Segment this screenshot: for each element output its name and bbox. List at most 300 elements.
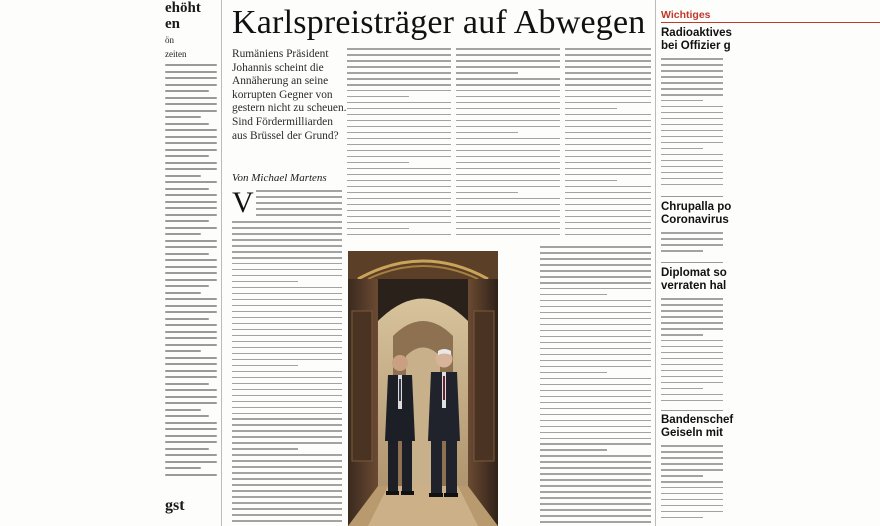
text-line — [347, 126, 451, 128]
text-line — [661, 64, 723, 66]
text-line — [165, 110, 217, 112]
text-line — [565, 150, 651, 152]
sidebar-story-4-headline-1: Bandenschef — [661, 414, 734, 426]
sidebar-story-1-headline-1: Radioaktives — [661, 27, 732, 39]
sidebar-story-2-headline-1: Chrupalla po — [661, 201, 732, 213]
text-line — [347, 222, 451, 224]
text-line — [661, 184, 723, 186]
text-line — [165, 467, 201, 469]
text-line — [232, 221, 342, 223]
text-line — [661, 106, 723, 108]
sidebar-story-3-headline-1: Diplomat so — [661, 267, 727, 279]
text-line — [165, 389, 217, 391]
text-line — [165, 188, 209, 190]
text-line — [540, 432, 651, 434]
text-line — [347, 48, 451, 50]
text-line — [165, 441, 217, 443]
text-line — [232, 353, 342, 355]
text-line — [661, 457, 723, 459]
text-line — [565, 108, 617, 110]
text-line — [165, 123, 209, 125]
text-line — [232, 245, 342, 247]
text-line — [347, 174, 451, 176]
text-line — [540, 252, 651, 254]
text-line — [540, 455, 651, 457]
text-line — [165, 324, 217, 326]
text-line — [565, 234, 651, 236]
text-line — [165, 318, 209, 320]
text-line — [540, 336, 651, 338]
text-line — [232, 341, 342, 343]
text-line — [232, 275, 342, 277]
text-line — [540, 360, 651, 362]
text-line — [661, 118, 723, 120]
text-line — [565, 216, 651, 218]
text-line — [565, 66, 651, 68]
sidebar-label-rule — [661, 22, 880, 23]
text-line — [540, 402, 651, 404]
text-line — [540, 497, 651, 499]
text-line — [347, 150, 451, 152]
text-line — [661, 142, 723, 144]
text-line — [456, 234, 560, 236]
text-line — [661, 475, 703, 477]
text-line — [347, 138, 451, 140]
text-line — [232, 514, 342, 516]
text-line — [661, 88, 723, 90]
text-line — [456, 228, 560, 230]
text-line — [565, 114, 651, 116]
text-line — [565, 54, 651, 56]
text-line — [540, 342, 651, 344]
text-line — [456, 162, 560, 164]
left-article-bottom-word: gst — [165, 497, 185, 514]
text-line — [661, 100, 703, 102]
text-line — [661, 148, 703, 150]
text-line — [165, 64, 217, 66]
text-line — [565, 210, 651, 212]
text-line — [456, 66, 560, 68]
text-line — [347, 156, 451, 158]
text-line — [456, 174, 560, 176]
text-line — [565, 48, 651, 50]
text-line — [165, 409, 201, 411]
text-line — [232, 377, 342, 379]
text-line — [232, 371, 342, 373]
text-line — [661, 358, 723, 360]
text-line — [347, 192, 451, 194]
text-line — [165, 77, 217, 79]
sidebar-story-3-text — [661, 298, 880, 406]
text-line — [165, 149, 217, 151]
text-line — [232, 401, 342, 403]
text-line — [347, 120, 451, 122]
text-line — [165, 298, 217, 300]
text-line — [165, 162, 217, 164]
text-line — [565, 126, 651, 128]
news-sidebar — [661, 0, 880, 526]
text-line — [661, 487, 723, 489]
text-line — [232, 395, 342, 397]
text-line — [347, 78, 451, 80]
text-line — [165, 155, 209, 157]
text-line — [165, 370, 217, 372]
text-line — [232, 269, 342, 271]
text-line — [165, 201, 217, 203]
text-line — [347, 102, 451, 104]
text-line — [165, 311, 217, 313]
text-line — [165, 259, 217, 261]
text-line — [232, 323, 342, 325]
text-line — [347, 84, 451, 86]
text-line — [232, 454, 342, 456]
text-line — [165, 194, 217, 196]
text-line — [661, 304, 723, 306]
text-line — [256, 208, 342, 210]
text-line — [540, 408, 651, 410]
sidebar-separator — [661, 196, 723, 197]
left-article-column — [165, 0, 217, 526]
text-line — [165, 376, 217, 378]
text-line — [232, 227, 342, 229]
text-line — [165, 84, 217, 86]
text-line — [347, 108, 451, 110]
text-line — [256, 202, 342, 204]
text-line — [540, 426, 651, 428]
text-line — [347, 186, 451, 188]
text-line — [165, 266, 217, 268]
text-line — [456, 60, 560, 62]
text-line — [347, 96, 409, 98]
text-line — [661, 382, 723, 384]
text-line — [540, 348, 651, 350]
text-line — [232, 299, 342, 301]
text-line — [540, 270, 651, 272]
text-line — [540, 372, 607, 374]
text-line — [661, 178, 723, 180]
text-line — [661, 112, 723, 114]
text-line — [565, 162, 651, 164]
text-line — [165, 220, 209, 222]
text-line — [565, 84, 651, 86]
text-line — [661, 346, 723, 348]
text-line — [661, 364, 723, 366]
text-line — [565, 60, 651, 62]
text-line — [165, 136, 217, 138]
text-line — [540, 330, 651, 332]
text-line — [165, 279, 217, 281]
text-line — [232, 383, 342, 385]
text-line — [565, 192, 651, 194]
article-column-1-intro — [256, 190, 342, 220]
text-line — [456, 138, 560, 140]
text-line — [165, 474, 217, 476]
text-line — [165, 461, 217, 463]
text-line — [661, 238, 723, 240]
text-line — [232, 502, 342, 504]
text-line — [456, 78, 560, 80]
article-byline: Von Michael Martens — [232, 172, 327, 184]
text-line — [565, 168, 651, 170]
text-line — [661, 244, 723, 246]
article-headline: Karlspreisträger auf Abwegen — [232, 4, 646, 41]
sidebar-divider — [655, 0, 656, 526]
text-line — [165, 90, 209, 92]
text-line — [661, 328, 723, 330]
text-line — [347, 72, 451, 74]
text-line — [661, 130, 723, 132]
text-line — [661, 469, 723, 471]
text-line — [165, 168, 217, 170]
text-line — [456, 96, 560, 98]
text-line — [456, 120, 560, 122]
text-line — [565, 204, 651, 206]
text-line — [456, 144, 560, 146]
text-line — [232, 496, 342, 498]
text-line — [232, 508, 342, 510]
text-line — [661, 94, 723, 96]
text-line — [165, 285, 209, 287]
text-line — [456, 108, 560, 110]
text-line — [661, 481, 723, 483]
text-line — [565, 228, 651, 230]
text-line — [540, 438, 651, 440]
text-line — [540, 461, 651, 463]
text-line — [232, 448, 298, 450]
text-line — [165, 129, 217, 131]
text-line — [456, 150, 560, 152]
text-line — [661, 136, 723, 138]
text-line — [232, 263, 342, 265]
left-article-sub-2: zeiten — [165, 49, 187, 59]
text-line — [232, 293, 342, 295]
text-line — [165, 396, 217, 398]
text-line — [232, 281, 298, 283]
text-line — [661, 316, 723, 318]
sidebar-story-2-text — [661, 232, 880, 256]
text-line — [661, 250, 703, 252]
left-article-text — [165, 64, 217, 476]
text-line — [565, 180, 617, 182]
text-line — [165, 207, 217, 209]
text-line — [165, 454, 217, 456]
text-line — [347, 204, 451, 206]
text-line — [565, 72, 651, 74]
text-line — [165, 415, 209, 417]
left-article-headline-1: ehöht — [165, 0, 201, 16]
text-line — [540, 485, 651, 487]
text-line — [165, 337, 217, 339]
text-line — [661, 493, 723, 495]
text-line — [661, 124, 723, 126]
text-line — [347, 162, 409, 164]
text-line — [565, 174, 651, 176]
text-line — [661, 322, 723, 324]
text-line — [165, 363, 217, 365]
text-line — [165, 305, 217, 307]
text-line — [661, 394, 723, 396]
text-line — [565, 120, 651, 122]
text-line — [347, 144, 451, 146]
text-line — [661, 172, 723, 174]
article-column-2 — [347, 48, 451, 240]
text-line — [661, 154, 723, 156]
text-line — [540, 479, 651, 481]
text-line — [232, 329, 342, 331]
text-line — [232, 472, 342, 474]
text-line — [165, 71, 217, 73]
sidebar-story-3-headline-2: verraten hal — [661, 280, 727, 292]
text-line — [232, 389, 342, 391]
text-line — [256, 196, 342, 198]
text-line — [540, 354, 651, 356]
sidebar-story-4-headline-2: Geiseln mit — [661, 427, 723, 439]
text-line — [456, 192, 518, 194]
text-line — [232, 317, 342, 319]
text-line — [232, 424, 342, 426]
text-line — [661, 232, 723, 234]
sidebar-separator — [661, 262, 723, 263]
photo-illustration — [348, 251, 498, 526]
sidebar-separator — [661, 410, 723, 411]
text-line — [661, 511, 723, 513]
text-line — [165, 422, 217, 424]
text-line — [565, 144, 651, 146]
text-line — [456, 204, 560, 206]
sidebar-story-1-headline-2: bei Offizier g — [661, 40, 731, 52]
text-line — [661, 376, 723, 378]
sidebar-story-1-text — [661, 58, 880, 190]
text-line — [456, 48, 560, 50]
text-line — [456, 168, 560, 170]
text-line — [347, 228, 409, 230]
text-line — [540, 312, 651, 314]
text-line — [456, 132, 518, 134]
text-line — [347, 216, 451, 218]
text-line — [165, 357, 217, 359]
text-line — [540, 491, 651, 493]
text-line — [232, 413, 342, 415]
text-line — [456, 114, 560, 116]
text-line — [540, 414, 651, 416]
article-dropcap: V — [232, 186, 254, 219]
text-line — [540, 521, 651, 523]
text-line — [232, 466, 342, 468]
text-line — [540, 264, 651, 266]
text-line — [540, 449, 607, 451]
text-line — [661, 82, 723, 84]
text-line — [661, 310, 723, 312]
text-line — [232, 365, 298, 367]
text-line — [565, 198, 651, 200]
text-line — [540, 318, 651, 320]
text-line — [456, 126, 560, 128]
text-line — [165, 272, 217, 274]
text-line — [661, 370, 723, 372]
text-line — [347, 210, 451, 212]
article-deck: Rumäniens Präsident Johannis scheint die Annäherung an seine korrupten Gegner von gestern nicht zu scheuen. Sind Fördermilliarden aus Brüssel der Grund? — [232, 48, 347, 142]
text-line — [540, 282, 651, 284]
text-line — [165, 246, 217, 248]
article-column-1 — [232, 221, 342, 526]
text-line — [165, 448, 209, 450]
text-line — [661, 160, 723, 162]
text-line — [456, 84, 560, 86]
text-line — [232, 460, 342, 462]
column-divider — [221, 0, 222, 526]
text-line — [565, 138, 651, 140]
text-line — [456, 216, 560, 218]
text-line — [540, 276, 651, 278]
text-line — [232, 233, 342, 235]
article-column-4 — [565, 48, 651, 240]
text-line — [256, 214, 342, 216]
article-photo — [348, 251, 498, 526]
sidebar-story-4-text — [661, 445, 880, 523]
text-line — [232, 251, 342, 253]
text-line — [347, 198, 451, 200]
text-line — [661, 463, 723, 465]
text-line — [661, 70, 723, 72]
text-line — [232, 335, 342, 337]
text-line — [661, 76, 723, 78]
text-line — [456, 180, 560, 182]
text-line — [232, 305, 342, 307]
text-line — [661, 505, 723, 507]
text-line — [565, 132, 651, 134]
text-line — [540, 390, 651, 392]
left-article-sub-1: ön — [165, 35, 174, 45]
text-line — [347, 60, 451, 62]
text-line — [540, 294, 607, 296]
text-line — [540, 467, 651, 469]
text-line — [456, 198, 560, 200]
text-line — [661, 166, 723, 168]
text-line — [565, 156, 651, 158]
text-line — [232, 239, 342, 241]
text-line — [165, 97, 217, 99]
text-line — [661, 451, 723, 453]
text-line — [661, 298, 723, 300]
text-line — [565, 186, 651, 188]
text-line — [165, 350, 201, 352]
text-line — [347, 234, 451, 236]
text-line — [232, 418, 342, 420]
text-line — [347, 90, 451, 92]
text-line — [661, 388, 703, 390]
text-line — [661, 517, 703, 519]
sidebar-label: Wichtiges — [661, 9, 711, 21]
text-line — [347, 66, 451, 68]
text-line — [232, 257, 342, 259]
text-line — [165, 116, 201, 118]
text-line — [347, 54, 451, 56]
text-line — [661, 400, 723, 402]
text-line — [232, 407, 342, 409]
text-line — [347, 180, 451, 182]
text-line — [540, 473, 651, 475]
text-line — [165, 233, 201, 235]
text-line — [661, 334, 703, 336]
text-line — [232, 478, 342, 480]
text-line — [540, 443, 651, 445]
text-line — [165, 428, 217, 430]
text-line — [165, 253, 209, 255]
text-line — [347, 114, 451, 116]
text-line — [165, 175, 201, 177]
text-line — [661, 352, 723, 354]
text-line — [540, 258, 651, 260]
